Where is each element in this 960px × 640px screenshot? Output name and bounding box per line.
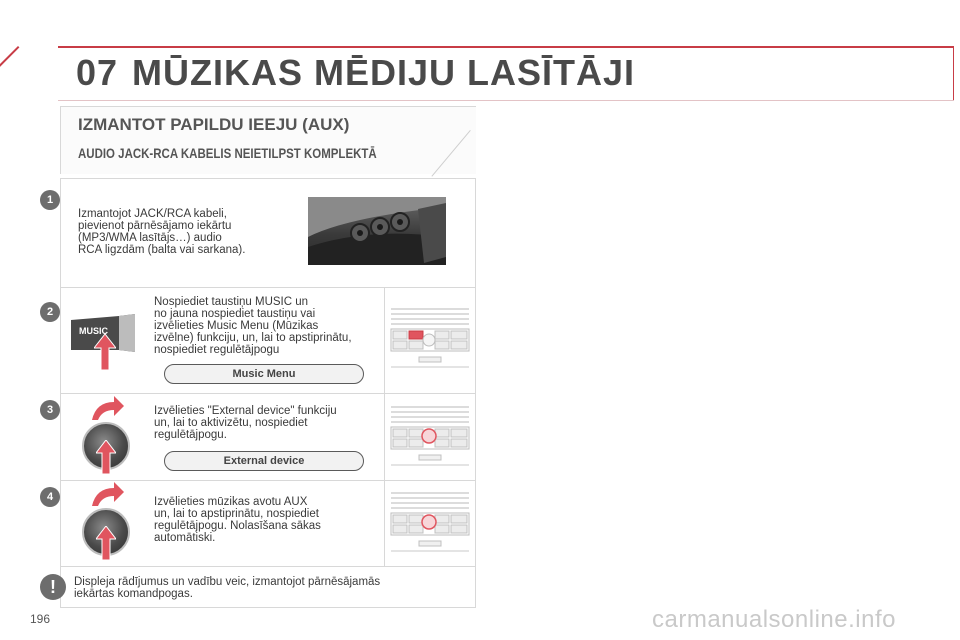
warning-icon: !: [40, 574, 66, 600]
control-panel-music-highlight: [389, 305, 471, 373]
row-separator: [60, 566, 476, 567]
music-key-label: MUSIC: [79, 326, 108, 336]
music-menu-pill: Music Menu: [164, 364, 364, 384]
section-title: IZMANTOT PAPILDU IEEJU (AUX): [78, 115, 350, 134]
step-2-badge: 2: [40, 302, 60, 322]
row-separator: [60, 480, 476, 481]
column-separator: [384, 287, 385, 566]
rca-sockets-photo: [308, 197, 446, 265]
red-up-arrow-icon: [94, 334, 116, 375]
red-up-arrow-icon: [96, 526, 116, 565]
chapter-number: 07: [76, 52, 119, 93]
note-text: Displeja rādījumus un vadību veic, izmantojot pārnēsājamās iekārtas komandpogas.: [74, 576, 381, 600]
control-panel-knob-highlight: [389, 489, 471, 557]
step-3-text: Izvēlieties "External device" funkciju un, lai to aktivizētu, nospiediet regulētājpogu.: [154, 405, 337, 441]
step-4-badge: 4: [40, 487, 60, 507]
control-panel-knob-highlight: [389, 403, 471, 471]
step-3-badge: 3: [40, 400, 60, 420]
row-separator: [60, 287, 476, 288]
step-1-badge: 1: [40, 190, 60, 210]
step-1-text: Izmantojot JACK/RCA kabeli, pievienot pārnēsājamo iekārtu (MP3/WMA lasītājs…) audio RCA ligzdām (balta vai sarkana).: [78, 208, 246, 256]
page-number: 196: [30, 612, 51, 626]
header-diagonal-line: [0, 46, 19, 87]
header-bottom-line: [58, 100, 954, 101]
external-device-pill: External device: [164, 451, 364, 471]
header-right-line: [953, 46, 954, 101]
header-top-line: [58, 46, 954, 48]
section-subtitle: AUDIO JACK-RCA KABELIS NEIETILPST KOMPLEKTĀ: [78, 145, 377, 161]
step-2-text: Nospiediet taustiņu MUSIC un no jauna nospiediet taustiņu vai izvēlieties Music Menu (Mūzikas izvēlne) funkciju, un, lai to apstiprinātu, nospiediet regulētājpogu: [154, 296, 352, 356]
chapter-title: MŪZIKAS MĒDIJU LASĪTĀJI: [132, 52, 636, 93]
row-separator: [60, 393, 476, 394]
step-4-text: Izvēlieties mūzikas avotu AUX un, lai to apstiprinātu, nospiediet regulētājpogu. Nolasīšana sākas automātiski.: [154, 496, 321, 544]
red-up-arrow-icon: [96, 440, 116, 479]
watermark: carmanualsonline.info: [652, 606, 896, 633]
